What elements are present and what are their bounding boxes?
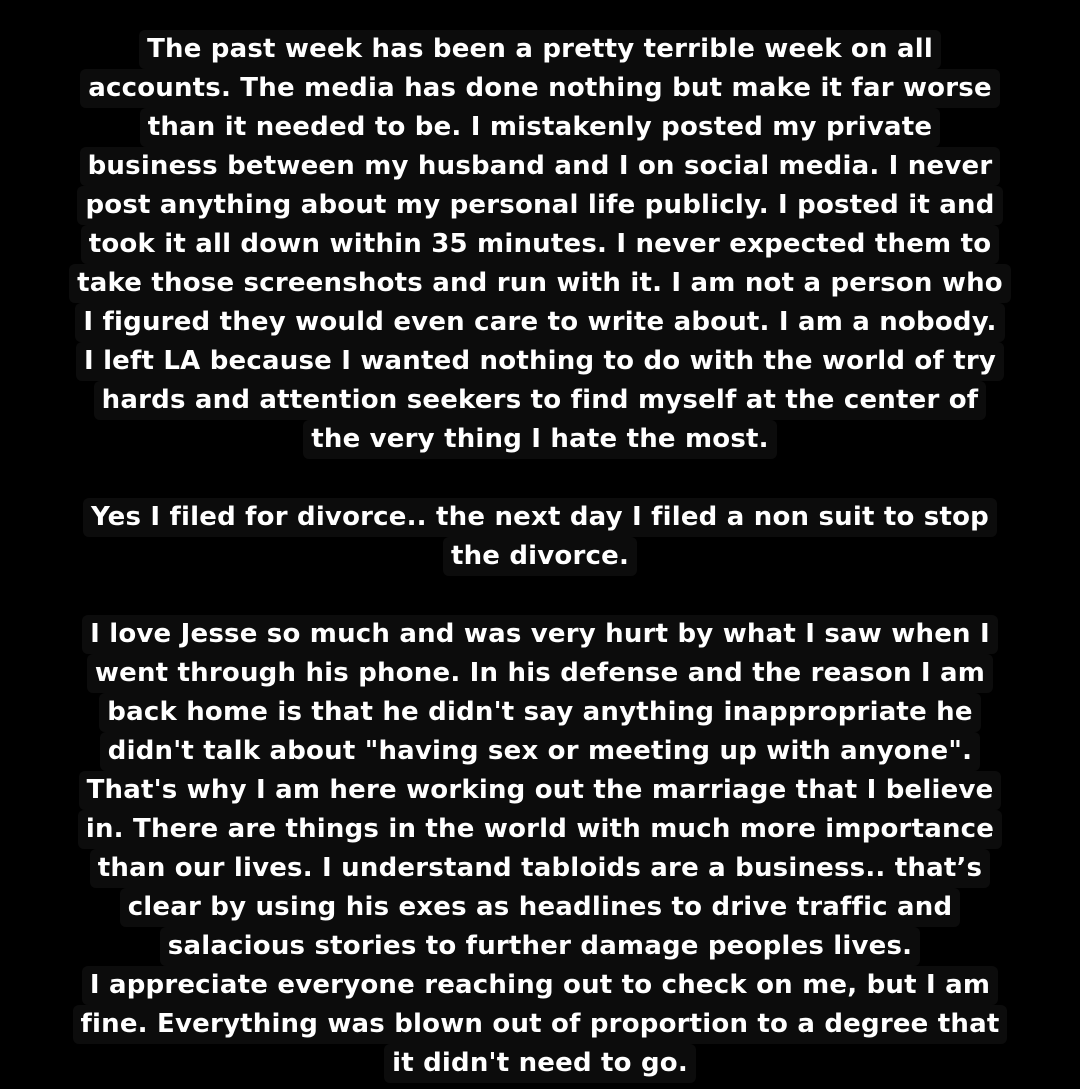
text-line: the divorce.: [40, 537, 1040, 576]
text-line: accounts. The media has done nothing but make it far worse: [40, 69, 1040, 108]
text-line: than our lives. I understand tabloids are a business.. that’s: [40, 849, 1040, 888]
story-text: [40, 30, 1040, 1083]
text-line: I left LA because I wanted nothing to do with the world of try: [40, 342, 1040, 381]
text-line: I appreciate everyone reaching out to check on me, but I am: [40, 966, 1040, 1005]
text-line: clear by using his exes as headlines to drive traffic and: [40, 888, 1040, 927]
text-line: than it needed to be. I mistakenly posted my private: [40, 108, 1040, 147]
text-line: That's why I am here working out the marriage that I believe: [40, 771, 1040, 810]
text-line: it didn't need to go.: [40, 1044, 1040, 1083]
text-line: I love Jesse so much and was very hurt by what I saw when I: [40, 615, 1040, 654]
text-line: in. There are things in the world with much more importance: [40, 810, 1040, 849]
text-line: salacious stories to further damage peoples lives.: [40, 927, 1040, 966]
text-line: went through his phone. In his defense and the reason I am: [40, 654, 1040, 693]
text-line: didn't talk about "having sex or meeting up with anyone".: [40, 732, 1040, 771]
text-line: business between my husband and I on social media. I never: [40, 147, 1040, 186]
text-line: Yes I filed for divorce.. the next day I filed a non suit to stop: [40, 498, 1040, 537]
text-line: the very thing I hate the most.: [40, 420, 1040, 459]
text-line: take those screenshots and run with it. I am not a person who: [40, 264, 1040, 303]
text-line: The past week has been a pretty terrible week on all: [40, 30, 1040, 69]
text-line: took it all down within 35 minutes. I never expected them to: [40, 225, 1040, 264]
text-line: hards and attention seekers to find myself at the center of: [40, 381, 1040, 420]
text-line: fine. Everything was blown out of proportion to a degree that: [40, 1005, 1040, 1044]
text-line: I figured they would even care to write about. I am a nobody.: [40, 303, 1040, 342]
text-line: post anything about my personal life publicly. I posted it and: [40, 186, 1040, 225]
paragraph-gap: [40, 459, 1040, 498]
paragraph-gap: [40, 576, 1040, 615]
text-line: back home is that he didn't say anything inappropriate he: [40, 693, 1040, 732]
